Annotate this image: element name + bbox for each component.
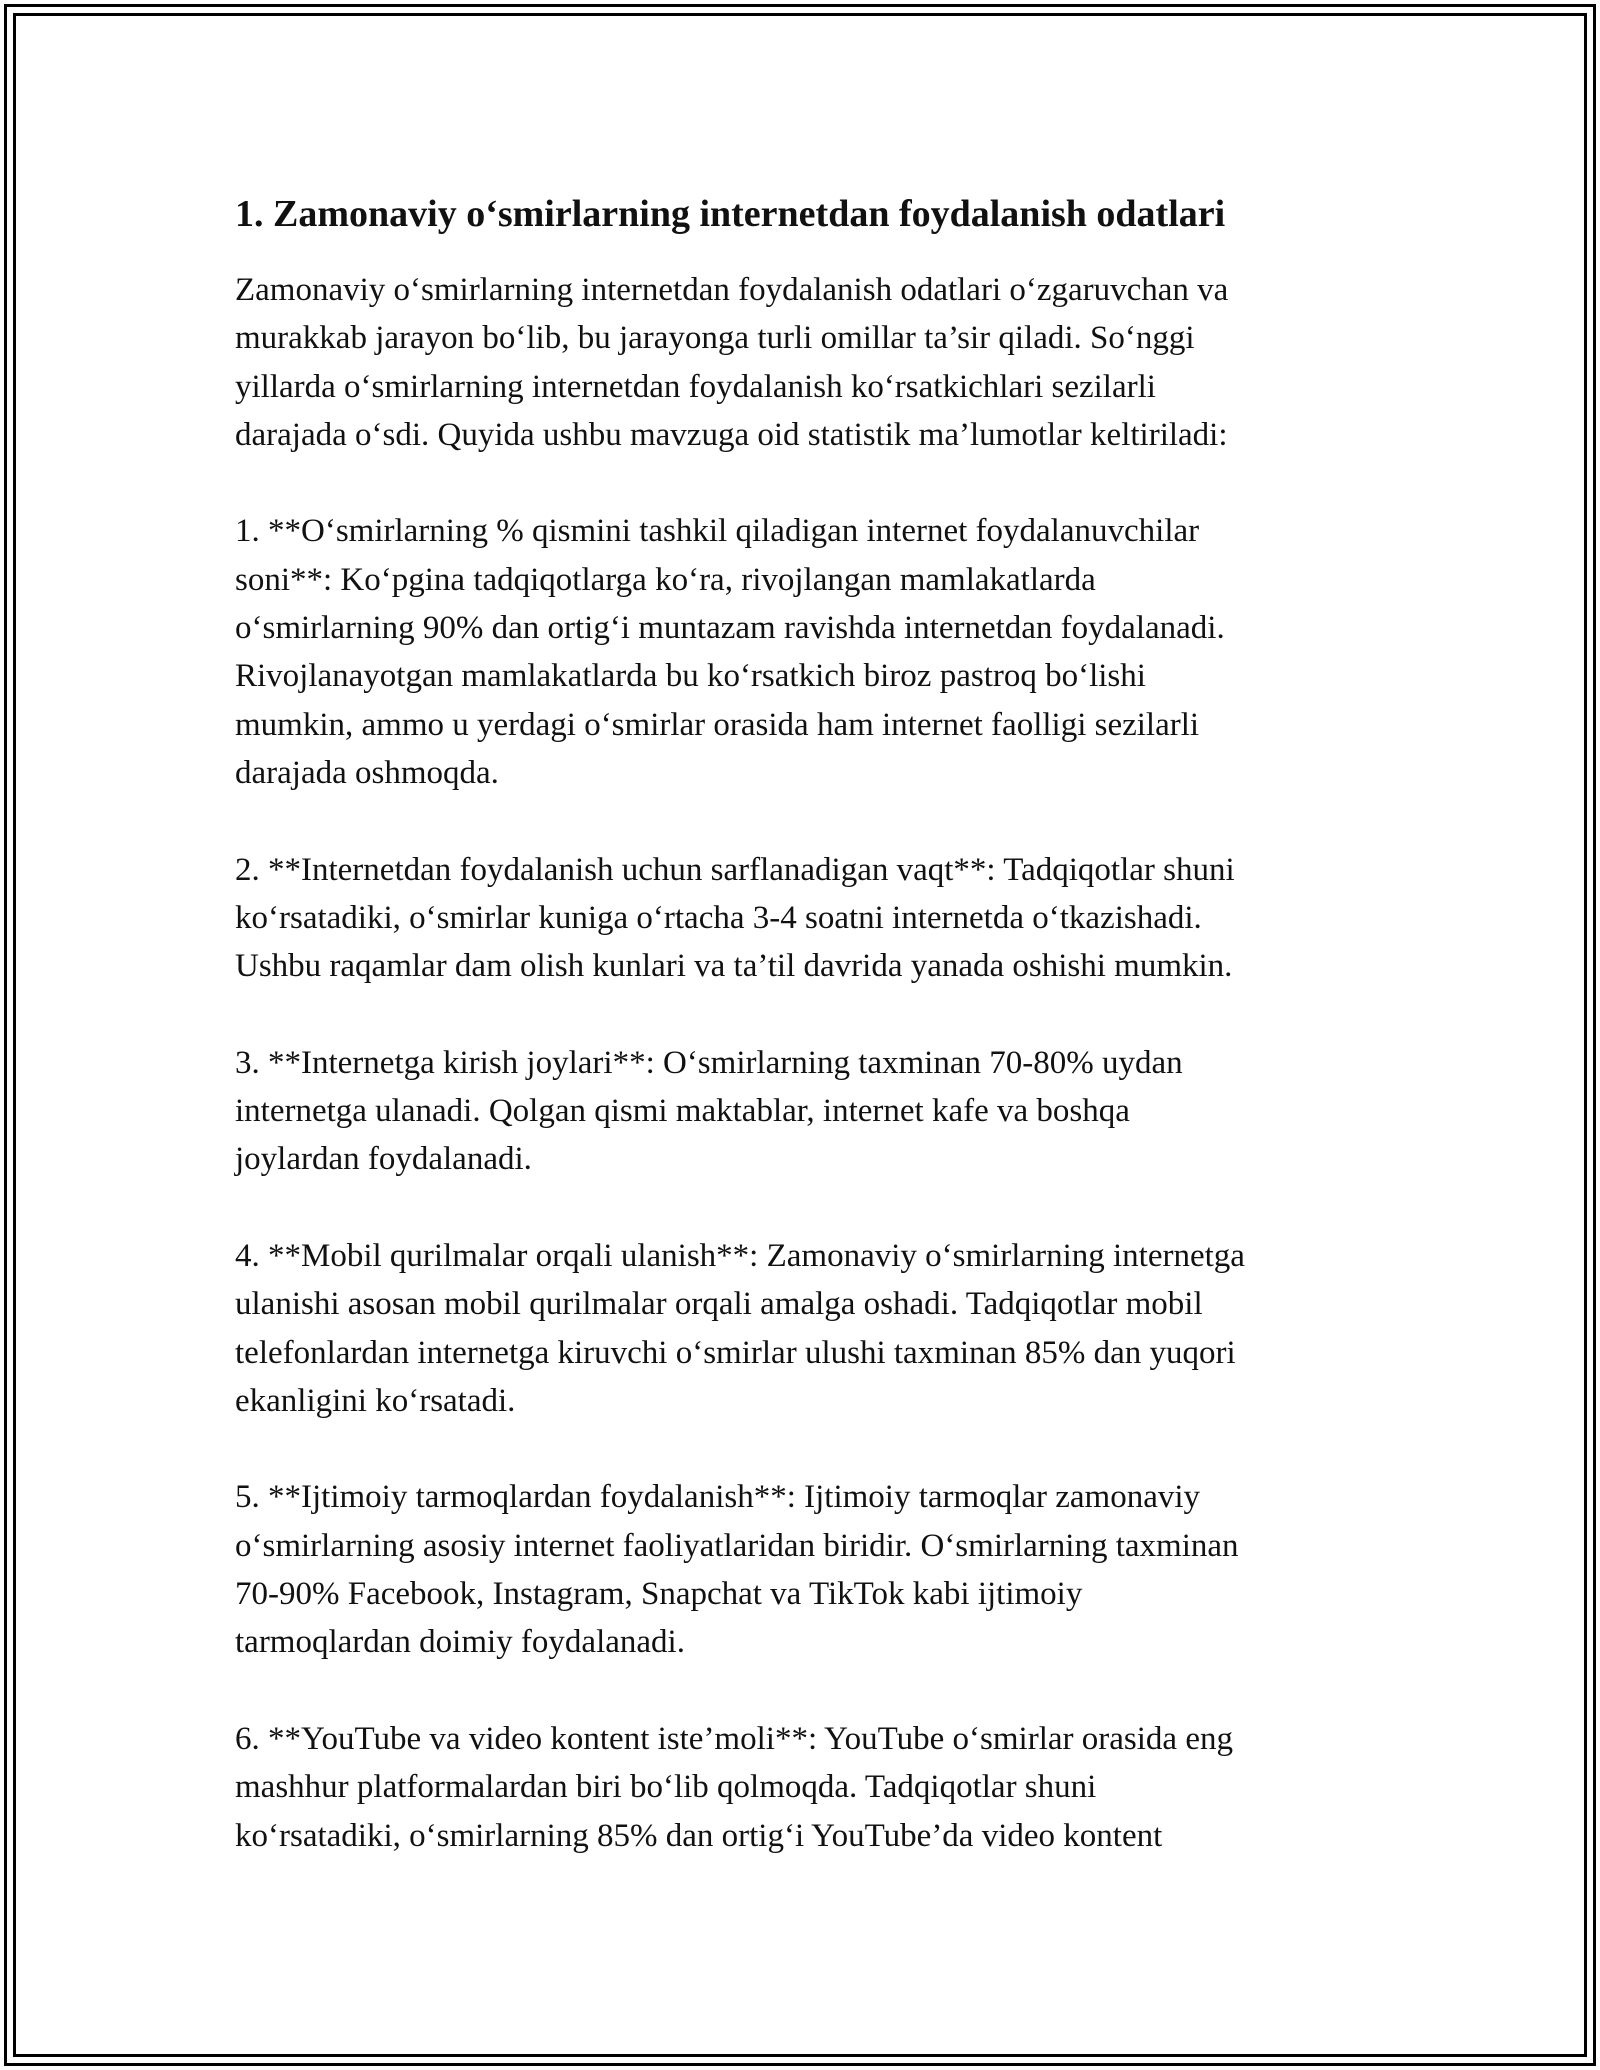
text-line: ko‘rsatadiki, o‘smirlarning 85% dan ortig‘i YouTube’da video kontent	[235, 1817, 1163, 1854]
list-item-2	[235, 846, 1365, 991]
text-line: 1. **O‘smirlarning % qismini tashkil qiladigan internet foydalanuvchilar	[235, 513, 1200, 550]
text-line: tarmoqlardan doimiy foydalanadi.	[235, 1624, 685, 1661]
text-line: murakkab jarayon bo‘lib, bu jarayonga turli omillar ta’sir qiladi. So‘nggi	[235, 320, 1195, 357]
text-line: Zamonaviy o‘smirlarning internetdan foydalanish odatlari o‘zgaruvchan va	[235, 272, 1229, 308]
text-line: ulanishi asosan mobil qurilmalar orqali amalga oshadi. Tadqiqotlar mobil	[235, 1286, 1203, 1323]
text-line: 5. **Ijtimoiy tarmoqlardan foydalanish**: Ijtimoiy tarmoqlar zamonaviy	[235, 1479, 1201, 1516]
text-line: 6. **YouTube va video kontent iste’moli**: YouTube o‘smirlar orasida eng	[235, 1720, 1233, 1757]
text-line: mumkin, ammo u yerdagi o‘smirlar orasida ham internet faolligi sezilarli	[235, 706, 1200, 743]
text-line: yillarda o‘smirlarning internetdan foydalanish ko‘rsatkichlari sezilarli	[235, 368, 1156, 405]
text-line: mashhur platformalardan biri bo‘lib qolmoqda. Tadqiqotlar shuni	[235, 1769, 1097, 1806]
text-line: soni**: Ko‘pgina tadqiqotlarga ko‘ra, rivojlangan mamlakatlarda	[235, 561, 1096, 598]
text-line: o‘smirlarning asosiy internet faoliyatlaridan biridir. O‘smirlarning taxminan	[235, 1527, 1239, 1564]
text-line: 3. **Internetga kirish joylari**: O‘smirlarning taxminan 70-80% uydan	[235, 1044, 1183, 1081]
text-line: 2. **Internetdan foydalanish uchun sarflanadigan vaqt**: Tadqiqotlar shuni	[235, 851, 1235, 888]
list-item-5	[235, 1473, 1365, 1666]
list-item-4	[235, 1232, 1365, 1425]
text-line: Ushbu raqamlar dam olish kunlari va ta’til davrida yanada oshishi mumkin.	[235, 948, 1233, 985]
text-line: telefonlardan internetga kiruvchi o‘smirlar ulushi taxminan 85% dan yuqori	[235, 1334, 1236, 1371]
list-item-1	[235, 507, 1365, 797]
text-line: internetga ulanadi. Qolgan qismi maktablar, internet kafe va boshqa	[235, 1093, 1130, 1130]
text-line: Rivojlanayotgan mamlakatlarda bu ko‘rsatkich biroz pastroq bo‘lishi	[235, 658, 1146, 695]
text-line: joylardan foydalanadi.	[235, 1141, 532, 1178]
text-line: ko‘rsatadiki, o‘smirlar kuniga o‘rtacha 3-4 soatni internetda o‘tkazishadi.	[235, 899, 1202, 936]
intro-paragraph	[235, 266, 1365, 459]
list-item-3	[235, 1039, 1365, 1184]
text-line: 70-90% Facebook, Instagram, Snapchat va TikTok kabi ijtimoiy	[235, 1576, 1083, 1613]
list-item-6	[235, 1715, 1365, 1860]
text-line: 4. **Mobil qurilmalar orqali ulanish**: Zamonaviy o‘smirlarning internetga	[235, 1237, 1245, 1274]
page-title: 1. Zamonaviy o‘smirlarning internetdan foydalanish odatlari	[235, 193, 1226, 235]
text-line: o‘smirlarning 90% dan ortig‘i muntazam ravishda internetdan foydalanadi.	[235, 610, 1225, 647]
document-body	[235, 188, 1365, 1908]
text-line: ekanligini ko‘rsatadi.	[235, 1382, 516, 1419]
text-line: darajada oshmoqda.	[235, 754, 499, 791]
text-line: darajada o‘sdi. Quyida ushbu mavzuga oid statistik ma’lumotlar keltiriladi:	[235, 416, 1228, 453]
